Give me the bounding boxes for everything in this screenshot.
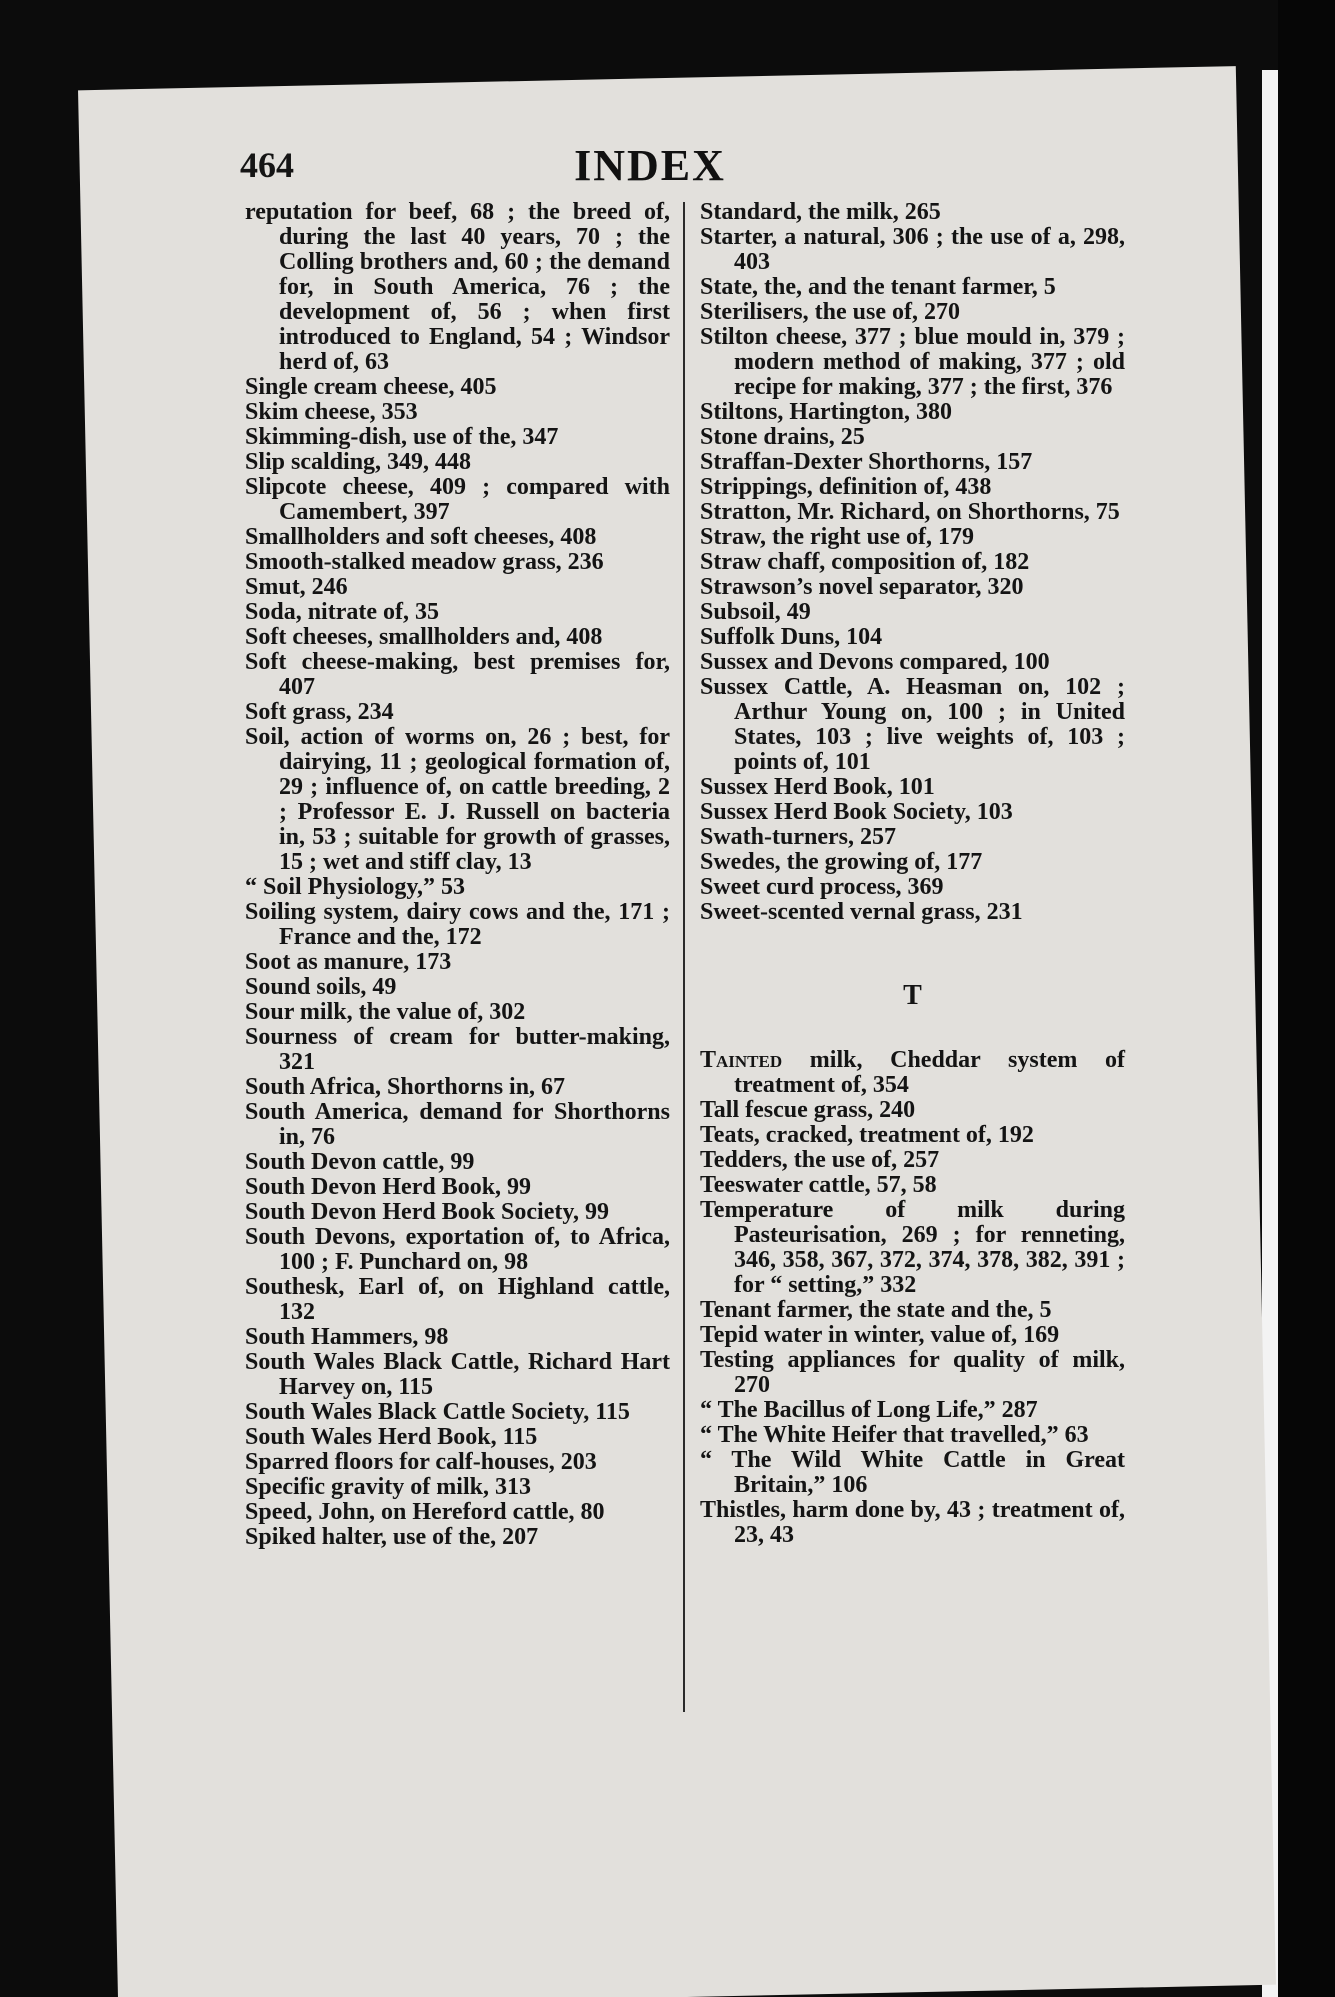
index-entry: Sweet curd process, 369	[700, 874, 944, 900]
index-list-s	[700, 200, 1125, 925]
scan-border	[1278, 0, 1335, 1997]
index-entry: Swedes, the growing of, 177	[700, 849, 983, 875]
index-entry: Sussex Herd Book Society, 103	[700, 799, 1013, 825]
index-entry	[700, 1048, 1125, 1098]
index-entry: Thistles, harm done by, 43 ; treatment of, 23, 43	[700, 1497, 1125, 1548]
index-entry: “ The Wild White Cattle in Great Britain,” 106	[700, 1447, 1125, 1498]
index-list-t	[700, 1098, 1125, 1548]
entry-first-word: Tainted	[700, 1047, 783, 1073]
index-entry: Smallholders and soft cheeses, 408	[245, 524, 597, 550]
index-entry: South America, demand for Shorthorns in, 76	[245, 1099, 670, 1150]
index-entry: Swath-turners, 257	[700, 824, 896, 850]
index-entry: Specific gravity of milk, 313	[245, 1474, 531, 1500]
index-entry: Sterilisers, the use of, 270	[700, 299, 960, 325]
index-entry: Skimming-dish, use of the, 347	[245, 424, 559, 450]
index-entry: Sound soils, 49	[245, 974, 397, 1000]
index-entry: Strippings, definition of, 438	[700, 474, 992, 500]
index-entry: Sweet-scented vernal grass, 231	[700, 899, 1023, 925]
index-entry: “ Soil Physiology,” 53	[245, 874, 466, 900]
index-entry: South Devon cattle, 99	[245, 1149, 475, 1175]
index-entry: Soda, nitrate of, 35	[245, 599, 439, 625]
index-entry: Single cream cheese, 405	[245, 374, 497, 400]
index-entry: Slip scalding, 349, 448	[245, 449, 472, 475]
page-title: INDEX	[574, 141, 726, 190]
section-letter-t: T	[903, 980, 922, 1011]
index-entry: South Devons, exportation of, to Africa, 100 ; F. Punchard on, 98	[245, 1224, 670, 1275]
index-entry: “ The White Heifer that travelled,” 63	[700, 1422, 1089, 1448]
index-entry: Slipcote cheese, 409 ; compared with Camembert, 397	[245, 474, 670, 525]
index-entry: Straw chaff, composition of, 182	[700, 549, 1030, 575]
index-entry: South Devon Herd Book, 99	[245, 1174, 532, 1200]
index-entry: Spiked halter, use of the, 207	[245, 1524, 539, 1550]
page-header	[240, 140, 1040, 200]
index-entry: Smooth-stalked meadow grass, 236	[245, 549, 604, 575]
column-divider	[683, 202, 685, 1712]
index-entry: South Wales Black Cattle, Richard Hart Harvey on, 115	[245, 1349, 670, 1400]
index-entry: Suffolk Duns, 104	[700, 624, 883, 650]
index-entry: Teeswater cattle, 57, 58	[700, 1172, 937, 1198]
index-entry: Sparred floors for calf-houses, 203	[245, 1449, 597, 1475]
index-entry: Soil, action of worms on, 26 ; best, for dairying, 11 ; geological formation of, 29 ; influence of, on cattle breeding, 2 ; Professor E. J. Russell on bacteria in, 53 ; suitable for growth of grasses, 15 ; wet and stiff clay, 13	[245, 724, 670, 875]
index-entry: Soft cheese-making, best premises for, 407	[245, 649, 670, 700]
index-entry: Soiling system, dairy cows and the, 171 ; France and the, 172	[245, 899, 670, 950]
index-column-left	[245, 200, 670, 1550]
index-entry: Temperature of milk during Pasteurisation, 269 ; for renneting, 346, 358, 367, 372, 374, 378, 382, 391 ; for “ setting,” 332	[700, 1197, 1125, 1298]
index-entry: Tepid water in winter, value of, 169	[700, 1322, 1060, 1348]
index-entry: Smut, 246	[245, 574, 348, 600]
index-entry: Sussex Herd Book, 101	[700, 774, 935, 800]
index-entry: South Devon Herd Book Society, 99	[245, 1199, 610, 1225]
index-entry: State, the, and the tenant farmer, 5	[700, 274, 1056, 300]
index-entry: Subsoil, 49	[700, 599, 811, 625]
entry-rest: milk, Cheddar system of treatment of, 354	[734, 1047, 1125, 1098]
index-entry: South Wales Black Cattle Society, 115	[245, 1399, 630, 1425]
index-entry: “ The Bacillus of Long Life,” 287	[700, 1397, 1038, 1423]
index-entry: Skim cheese, 353	[245, 399, 418, 425]
index-entry: Sussex and Devons compared, 100	[700, 649, 1050, 675]
index-entry: Stratton, Mr. Richard, on Shorthorns, 75	[700, 499, 1120, 525]
index-entry: Soft grass, 234	[245, 699, 394, 725]
index-entry: South Africa, Shorthorns in, 67	[245, 1074, 566, 1100]
index-entry: Strawson’s novel separator, 320	[700, 574, 1024, 600]
index-entry: Sourness of cream for butter-making, 321	[245, 1024, 670, 1075]
index-entry: Testing appliances for quality of milk, 270	[700, 1347, 1125, 1398]
index-entry: South Hammers, 98	[245, 1324, 449, 1350]
index-entry: reputation for beef, 68 ; the breed of, during the last 40 years, 70 ; the Colling brothers and, 60 ; the demand for, in South America, 76 ; the development of, 56 ; when first introduced to England, 54 ; Windsor herd of, 63	[245, 199, 670, 375]
index-entry: Tall fescue grass, 240	[700, 1097, 916, 1123]
page-number: 464	[240, 145, 294, 185]
index-entry: Tedders, the use of, 257	[700, 1147, 940, 1173]
index-entry: Stilton cheese, 377 ; blue mould in, 379 ; modern method of making, 377 ; old recipe for making, 377 ; the first, 376	[700, 324, 1125, 400]
index-entry: Straffan-Dexter Shorthorns, 157	[700, 449, 1033, 475]
index-entry: Teats, cracked, treatment of, 192	[700, 1122, 1034, 1148]
index-entry: Stone drains, 25	[700, 424, 865, 450]
index-entry: Sour milk, the value of, 302	[245, 999, 526, 1025]
index-entry: Straw, the right use of, 179	[700, 524, 974, 550]
index-entry: Soot as manure, 173	[245, 949, 452, 975]
index-entry: Starter, a natural, 306 ; the use of a, 298, 403	[700, 224, 1125, 275]
index-entry: Soft cheeses, smallholders and, 408	[245, 624, 603, 650]
index-entry: Southesk, Earl of, on Highland cattle, 132	[245, 1274, 670, 1325]
index-entry: Tenant farmer, the state and the, 5	[700, 1297, 1052, 1323]
index-entry: South Wales Herd Book, 115	[245, 1424, 538, 1450]
index-entry: Standard, the milk, 265	[700, 199, 941, 225]
index-entry: Speed, John, on Hereford cattle, 80	[245, 1499, 605, 1525]
index-entry: Stiltons, Hartington, 380	[700, 399, 953, 425]
index-column-right	[700, 200, 1125, 1548]
index-entry: Sussex Cattle, A. Heasman on, 102 ; Arthur Young on, 100 ; in United States, 103 ; live weights of, 103 ; points of, 101	[700, 674, 1125, 775]
